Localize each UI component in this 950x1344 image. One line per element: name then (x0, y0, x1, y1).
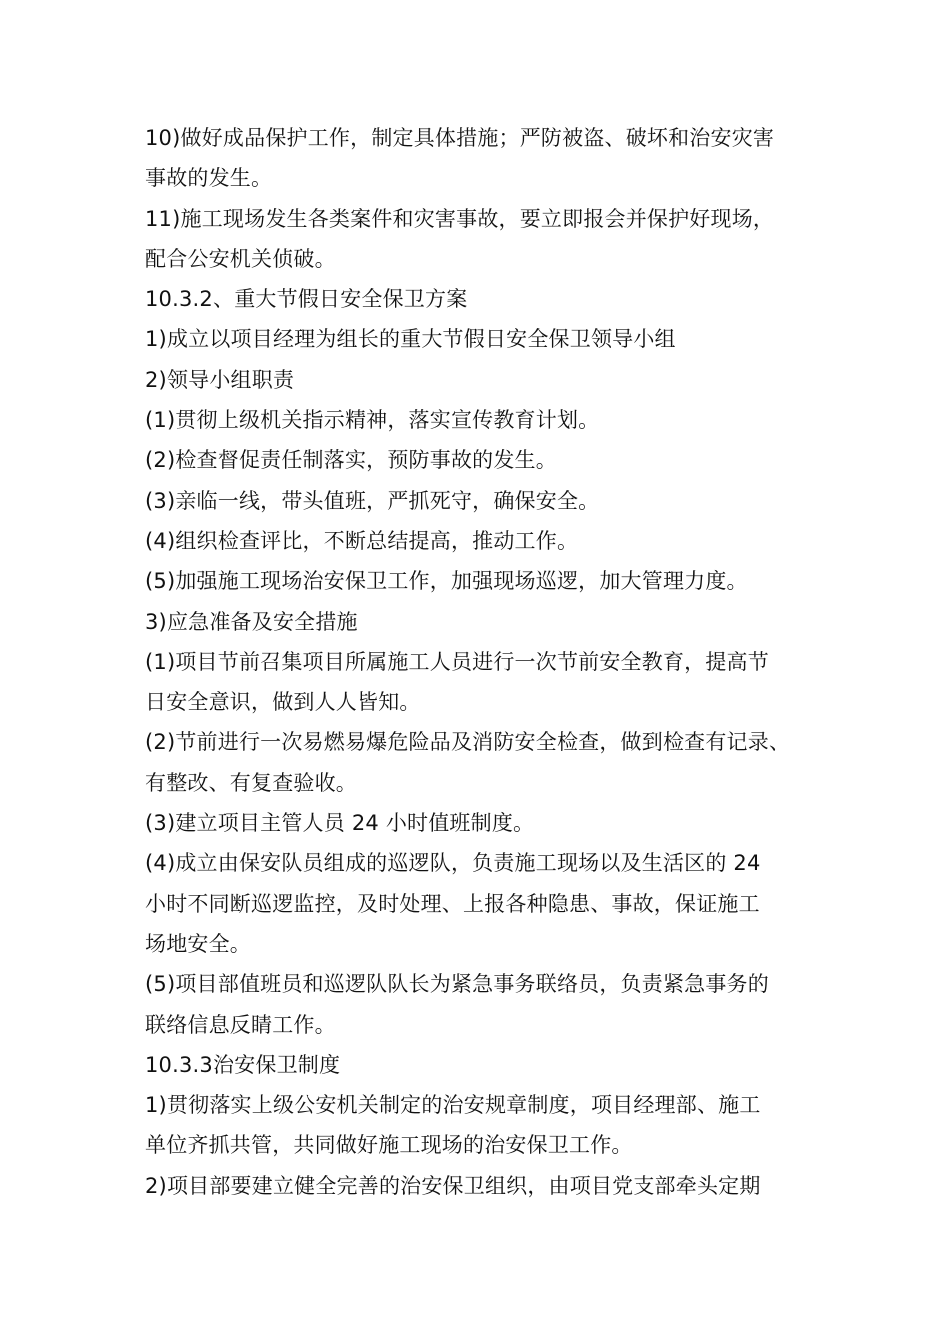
text-line: 1)成立以项目经理为组长的重大节假日安全保卫领导小组 (145, 327, 676, 352)
text-line: (4)组织检查评比，不断总结提高，推动工作。 (145, 528, 579, 553)
text-line: (5)加强施工现场治安保卫工作，加强现场巡逻，加大管理力度。 (145, 569, 748, 594)
text-line: (1)项目节前召集项目所属施工人员进行一次节前安全教育，提高节 (145, 649, 769, 674)
text-line: (3)建立项目主管人员 24 小时值班制度。 (145, 811, 535, 836)
text-line: 10)做好成品保护工作，制定具体措施；严防被盗、破坏和治安灾害 (145, 126, 775, 150)
text-line: 2)项目部要建立健全完善的治安保卫组织，由项目党支部牵头定期 (145, 1173, 761, 1198)
section-heading: 10.3.3治安保卫制度 (145, 1052, 341, 1077)
text-line: 11)施工现场发生各类案件和灾害事故，要立即报会并保护好现场， (145, 206, 775, 231)
text-line: (5)项目部值班员和巡逻队队长为紧急事务联络员，负责紧急事务的 (145, 972, 769, 997)
text-line: 3)应急准备及安全措施 (145, 609, 358, 634)
text-line: 事故的发生。 (145, 166, 273, 191)
section-heading: 10.3.2、重大节假日安全保卫方案 (145, 287, 468, 312)
text-line: 单位齐抓共管，共同做好施工现场的治安保卫工作。 (145, 1133, 633, 1158)
text-line: 日安全意识，做到人人皆知。 (145, 690, 421, 715)
text-line: 1)贯彻落实上级公安机关制定的治安规章制度，项目经理部、施工 (145, 1093, 761, 1118)
text-line: (2)节前进行一次易燃易爆危险品及消防安全检查，做到检查有记录、 (145, 730, 791, 755)
text-line: (4)成立由保安队员组成的巡逻队，负责施工现场以及生活区的 24 (145, 851, 761, 876)
text-line: 小时不同断巡逻监控，及时处理、上报各种隐患、事故，保证施工 (145, 891, 760, 916)
text-line: (3)亲临一线，带头值班，严抓死守，确保安全。 (145, 488, 600, 513)
text-line: (2)检查督促责任制落实，预防事故的发生。 (145, 448, 557, 473)
text-line: (1)贯彻上级机关指示精神，落实宣传教育计划。 (145, 408, 600, 433)
document-body (145, 118, 825, 1206)
text-line: 场地安全。 (145, 931, 251, 956)
text-line: 有整改、有复查验收。 (145, 770, 357, 795)
text-line: 配合公安机关侦破。 (145, 246, 336, 271)
text-line: 2)领导小组职责 (145, 367, 295, 392)
text-line: 联络信息反睛工作。 (145, 1012, 336, 1037)
